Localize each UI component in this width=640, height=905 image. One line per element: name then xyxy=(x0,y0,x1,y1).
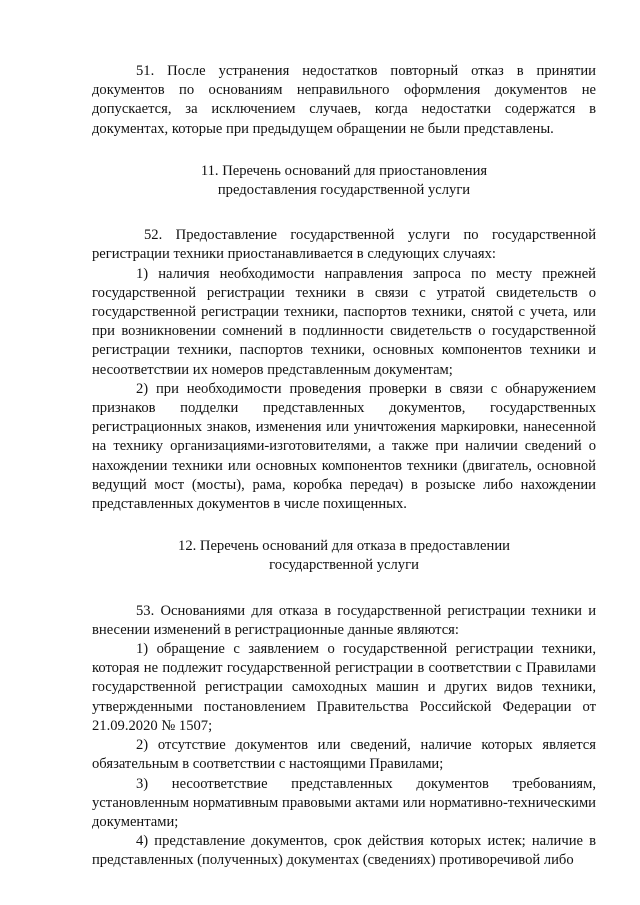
document-page xyxy=(92,62,596,871)
paragraph-53-item-2: 2) отсутствие документов или сведений, наличие которых является обязательным в соответствии с настоящими Правилами; xyxy=(92,737,596,773)
section-12-heading-line-2: государственной услуги xyxy=(269,557,419,574)
paragraph-53-item-4: 4) представление документов, срок действия которых истек; наличие в представленных (полученных) документах (сведениях) противоречивой либо xyxy=(92,833,596,869)
section-11-heading-line-2: предоставления государственной услуги xyxy=(217,182,471,199)
paragraph-53: 53. Основаниями для отказа в государственной регистрации техники и внесении изменений в регистрационные данные являются: xyxy=(92,602,596,638)
paragraph-53-item-3: 3) несоответствие представленных документов требованиям, установленным нормативным правовыми актами или нормативно-техническими документами; xyxy=(92,775,596,830)
section-12-heading-line-1: 12. Перечень оснований для отказа в предоставлении xyxy=(178,538,510,555)
paragraph-52-item-1: 1) наличия необходимости направления запроса по месту прежней государственной регистрации техники в связи с утратой свидетельств о государственной регистрации техники, паспортов техники, снятой с учета, или при возникновении сомнений в подлинности свидетельств о государственной регистрации техники, паспортов техники, основных компонентов техники и несоответствии их номеров представленным документам; xyxy=(92,265,596,378)
section-11-heading-line-1: 11. Перечень оснований для приостановления xyxy=(200,162,488,179)
paragraph-51: 51. После устранения недостатков повторный отказ в принятии документов по основаниям неправильного оформления документов не допускается, за исключением случаев, когда недостатки содержатся в документах, которые при предыдущем обращении не были представлены. xyxy=(92,63,596,137)
paragraph-52-item-2: 2) при необходимости проведения проверки в связи с обнаружением признаков подделки представленных документов, государственных регистрационных знаков, изменения или уничтожения маркировки, нанесенной на технику организациями-изготовителями, а также при наличии сведений о нахождении техники или основных компонентов техники (двигатель, основной ведущий мост (мосты), рама, коробка передач) в розыске либо нахождении представленных документов в числе похищенных. xyxy=(92,380,596,513)
paragraph-52: 52. Предоставление государственной услуги по государственной регистрации техники приостанавливается в следующих случаях: xyxy=(92,227,596,263)
paragraph-53-item-1: 1) обращение с заявлением о государственной регистрации техники, которая не подлежит государственной регистрации в соответствии с Правилами государственной регистрации самоходных машин и других видов техники, утвержденными постановлением Правительства Российской Федерации от 21.09.2020 № 1507; xyxy=(92,641,596,734)
